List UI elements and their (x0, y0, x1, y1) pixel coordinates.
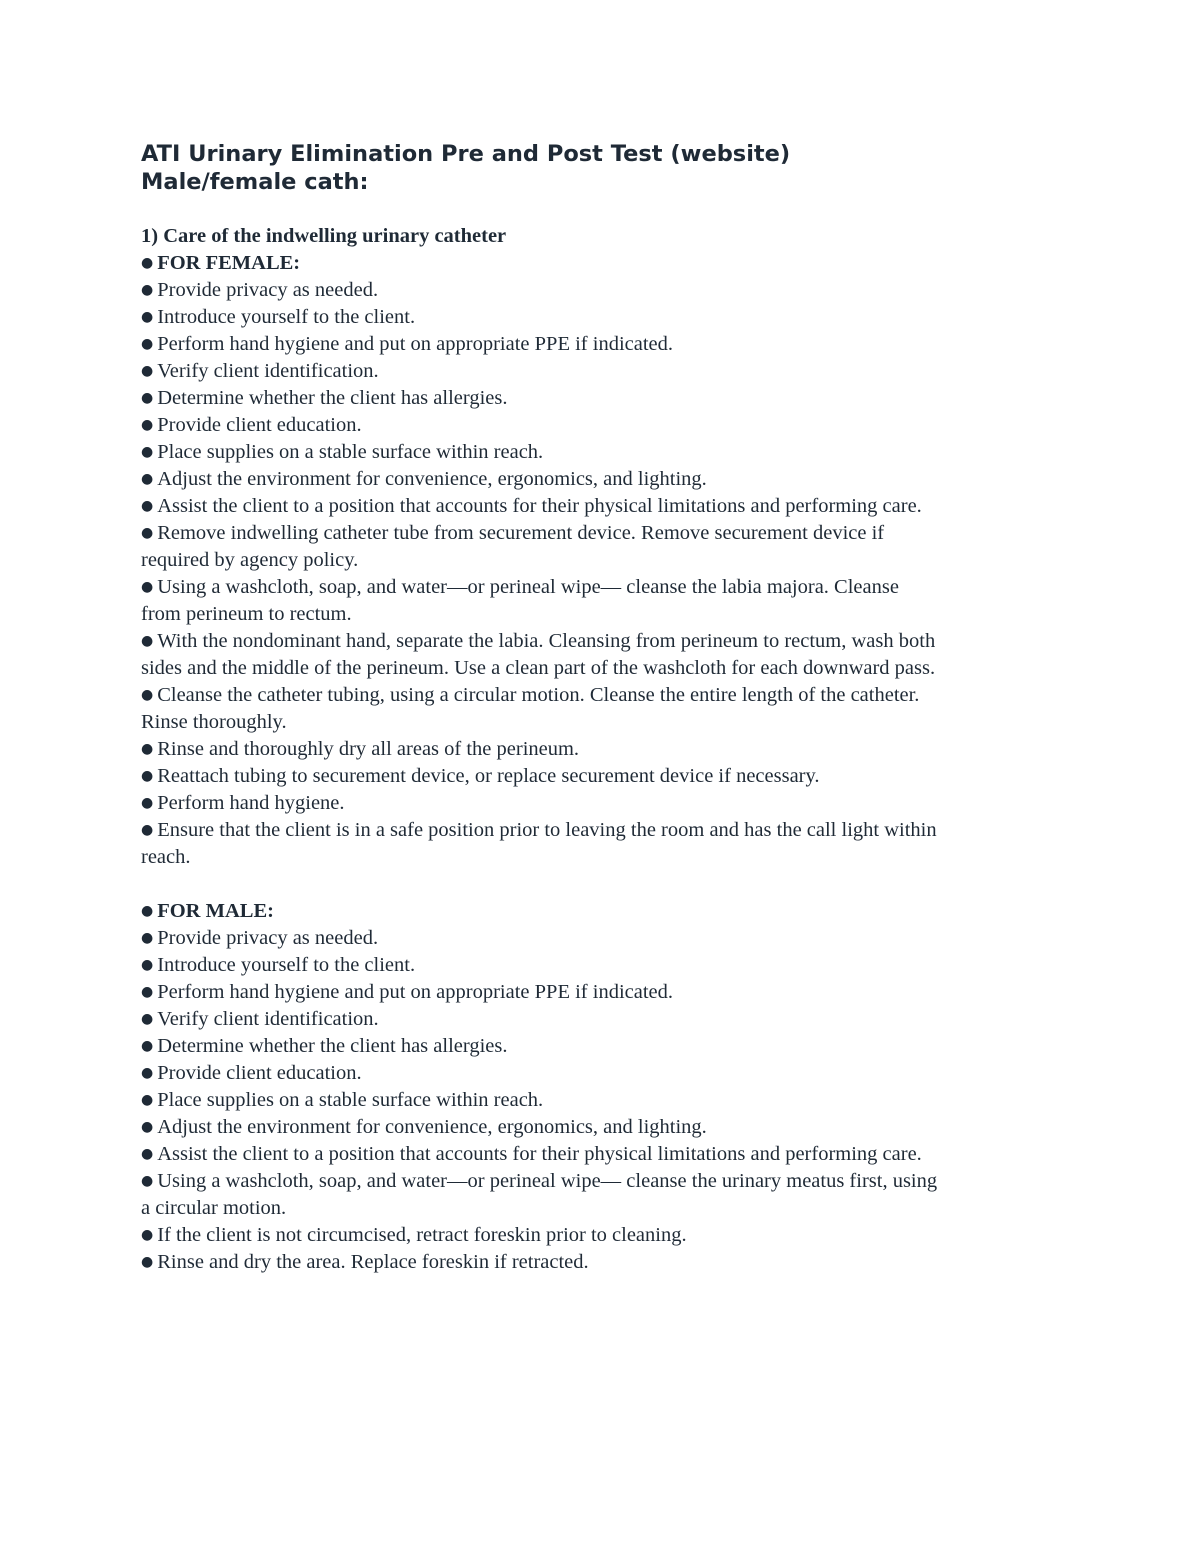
document-title-line-1: ATI Urinary Elimination Pre and Post Test (website) (141, 141, 791, 167)
list-item (141, 979, 941, 1006)
bullet-icon: ● (141, 1092, 154, 1108)
bullet-icon: ● (141, 309, 154, 325)
female-heading-label: FOR FEMALE: (157, 252, 301, 274)
list-item (141, 952, 941, 979)
bullet-icon: ● (141, 957, 154, 973)
bullet-icon: ● (141, 1011, 154, 1027)
bullet-icon: ● (141, 1146, 154, 1162)
bullet-icon: ● (141, 471, 154, 487)
list-item-text: Verify client identification. (157, 360, 379, 382)
list-item-text: Cleanse the catheter tubing, using a circular motion. Cleanse the entire length of the catheter. Rinse thoroughly. (141, 684, 920, 733)
list-item-text: Provide client education. (157, 414, 362, 436)
male-steps-list (141, 925, 941, 1276)
question-heading: 1) Care of the indwelling urinary catheter (141, 225, 507, 247)
list-item (141, 520, 941, 574)
list-item-text: Adjust the environment for convenience, ergonomics, and lighting. (157, 468, 707, 490)
list-item (141, 1060, 941, 1087)
bullet-icon: ● (141, 768, 154, 784)
document-page (141, 140, 941, 1276)
list-item (141, 574, 941, 628)
list-item (141, 493, 941, 520)
list-item-text: Place supplies on a stable surface within reach. (157, 441, 544, 463)
document-title-line-2: Male/female cath: (141, 169, 369, 195)
list-item (141, 277, 941, 304)
list-item-text: Ensure that the client is in a safe position prior to leaving the room and has the call light within reach. (141, 819, 937, 868)
list-item-text: Place supplies on a stable surface within reach. (157, 1089, 544, 1111)
list-item-text: Assist the client to a position that accounts for their physical limitations and performing care. (157, 1143, 922, 1165)
list-item (141, 412, 941, 439)
bullet-icon: ● (141, 795, 154, 811)
bullet-icon: ● (141, 579, 154, 595)
bullet-icon: ● (141, 1065, 154, 1081)
list-item (141, 1168, 941, 1222)
list-item (141, 1249, 941, 1276)
male-section-heading (141, 898, 941, 925)
bullet-icon: ● (141, 525, 154, 541)
bullet-icon: ● (141, 255, 154, 271)
bullet-icon: ● (141, 390, 154, 406)
list-item-text: Rinse and dry the area. Replace foreskin if retracted. (157, 1251, 589, 1273)
list-item-text: Adjust the environment for convenience, ergonomics, and lighting. (157, 1116, 707, 1138)
list-item-text: Verify client identification. (157, 1008, 379, 1030)
bullet-icon: ● (141, 822, 154, 838)
list-item (141, 1006, 941, 1033)
list-item (141, 466, 941, 493)
bullet-icon: ● (141, 336, 154, 352)
list-item-text: Introduce yourself to the client. (157, 954, 416, 976)
list-item (141, 628, 941, 682)
bullet-icon: ● (141, 930, 154, 946)
list-item-text: Reattach tubing to securement device, or replace securement device if necessary. (157, 765, 820, 787)
list-item-text: If the client is not circumcised, retract foreskin prior to cleaning. (157, 1224, 687, 1246)
list-item-text: Determine whether the client has allergies. (157, 1035, 508, 1057)
female-section-heading (141, 250, 941, 277)
bullet-icon: ● (141, 1173, 154, 1189)
female-steps-list (141, 277, 941, 871)
list-item (141, 439, 941, 466)
list-item-text: Using a washcloth, soap, and water—or perineal wipe— cleanse the labia majora. Cleanse from perineum to rectum. (141, 576, 899, 625)
list-item (141, 304, 941, 331)
list-item-text: Provide privacy as needed. (157, 927, 379, 949)
list-item-text: Provide privacy as needed. (157, 279, 379, 301)
bullet-icon: ● (141, 687, 154, 703)
list-item-text: Determine whether the client has allergies. (157, 387, 508, 409)
list-item-text: Using a washcloth, soap, and water—or perineal wipe— cleanse the urinary meatus first, using a circular motion. (141, 1170, 938, 1219)
list-item (141, 736, 941, 763)
list-item-text: Introduce yourself to the client. (157, 306, 416, 328)
list-item-text: Rinse and thoroughly dry all areas of the perineum. (157, 738, 580, 760)
list-item (141, 763, 941, 790)
bullet-icon: ● (141, 1038, 154, 1054)
list-item-text: Assist the client to a position that accounts for their physical limitations and performing care. (157, 495, 922, 517)
bullet-icon: ● (141, 633, 154, 649)
list-item (141, 1087, 941, 1114)
list-item-text: Remove indwelling catheter tube from securement device. Remove securement device if required by agency policy. (141, 522, 885, 571)
list-item (141, 682, 941, 736)
bullet-icon: ● (141, 1119, 154, 1135)
male-heading-label: FOR MALE: (157, 900, 274, 922)
list-item (141, 1033, 941, 1060)
bullet-icon: ● (141, 984, 154, 1000)
bullet-icon: ● (141, 741, 154, 757)
list-item (141, 1114, 941, 1141)
list-item (141, 331, 941, 358)
list-item-text: Provide client education. (157, 1062, 362, 1084)
bullet-icon: ● (141, 417, 154, 433)
list-item (141, 925, 941, 952)
spacer (141, 196, 941, 223)
bullet-icon: ● (141, 282, 154, 298)
list-item (141, 358, 941, 385)
list-item (141, 385, 941, 412)
list-item (141, 1141, 941, 1168)
list-item-text: Perform hand hygiene and put on appropriate PPE if indicated. (157, 333, 674, 355)
bullet-icon: ● (141, 498, 154, 514)
list-item (141, 1222, 941, 1249)
bullet-icon: ● (141, 1227, 154, 1243)
list-item-text: Perform hand hygiene and put on appropriate PPE if indicated. (157, 981, 674, 1003)
bullet-icon: ● (141, 1254, 154, 1270)
list-item-text: Perform hand hygiene. (157, 792, 345, 814)
bullet-icon: ● (141, 363, 154, 379)
spacer (141, 871, 941, 898)
list-item (141, 790, 941, 817)
list-item (141, 817, 941, 871)
bullet-icon: ● (141, 903, 154, 919)
list-item-text: With the nondominant hand, separate the labia. Cleansing from perineum to rectum, wash both sides and the middle of the perineum. Use a clean part of the washcloth for each downward pass. (141, 630, 936, 679)
bullet-icon: ● (141, 444, 154, 460)
